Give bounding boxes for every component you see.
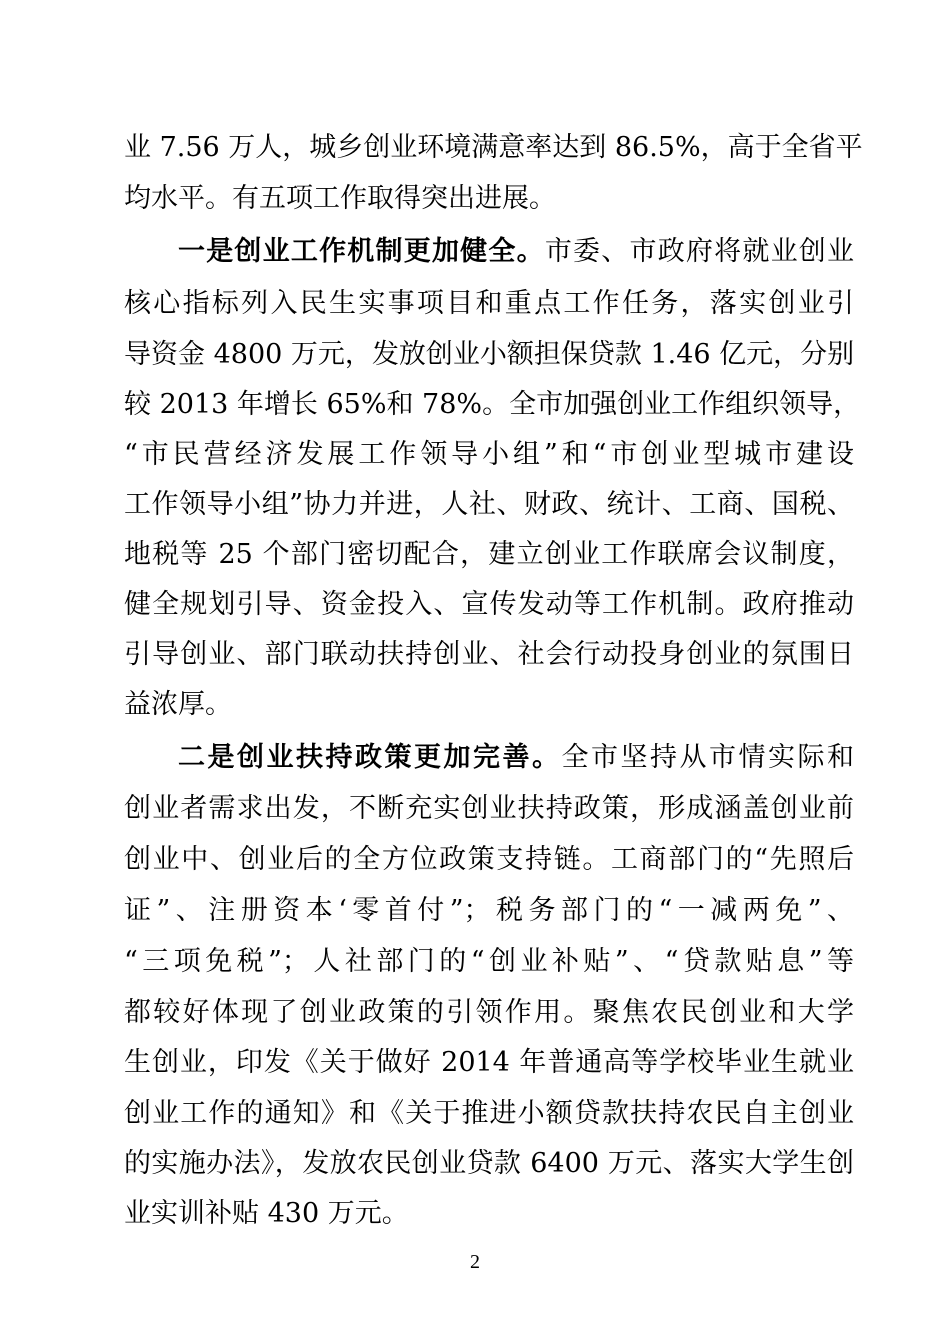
paragraph-line: 创业者需求出发，不断充实创业扶持政策，形成涵盖创业前 bbox=[124, 793, 854, 824]
paragraph-line: 工作领导小组”协力并进，人社、财政、统计、工商、国税、 bbox=[124, 489, 854, 520]
paragraph-first-line bbox=[178, 235, 854, 269]
paragraph-line: 核心指标列入民生实事项目和重点工作任务，落实创业引 bbox=[124, 288, 854, 319]
paragraph-line: 创业中、创业后的全方位政策支持链。工商部门的“先照后 bbox=[124, 844, 854, 875]
paragraph-heading: 一是创业工作机制更加健全。 bbox=[178, 236, 545, 267]
page-number: 2 bbox=[470, 1251, 480, 1273]
paragraph-text: 全市坚持从市情实际和 bbox=[561, 742, 854, 773]
paragraph-line: “市民营经济发展工作领导小组”和“市创业型城市建设 bbox=[124, 439, 854, 470]
paragraph-line: 业实训补贴 430 万元。 bbox=[124, 1198, 409, 1229]
paragraph-line: 导资金 4800 万元，发放创业小额担保贷款 1.46 亿元，分别 bbox=[124, 339, 855, 370]
paragraph-line: 证”、注册资本‘零首付”；税务部门的“一减两免”、 bbox=[124, 895, 854, 926]
paragraph-text: 市委、市政府将就业创业 bbox=[544, 236, 855, 267]
paragraph-heading: 二是创业扶持政策更加完善。 bbox=[178, 742, 562, 773]
paragraph-line: “三项免税”；人社部门的“创业补贴”、“贷款贴息”等 bbox=[124, 946, 854, 977]
paragraph-line: 生创业，印发《关于做好 2014 年普通高等学校毕业生就业 bbox=[124, 1047, 854, 1078]
paragraph-line: 的实施办法》，发放农民创业贷款 6400 万元、落实大学生创 bbox=[124, 1148, 854, 1179]
paragraph-line: 较 2013 年增长 65%和 78%。全市加强创业工作组织领导， bbox=[124, 389, 861, 420]
paragraph-first-line bbox=[178, 741, 854, 775]
paragraph-line: 创业工作的通知》和《关于推进小额贷款扶持农民自主创业 bbox=[124, 1098, 854, 1129]
paragraph-line: 均水平。有五项工作取得突出进展。 bbox=[124, 183, 556, 214]
paragraph-line: 引导创业、部门联动扶持创业、社会行动投身创业的氛围日 bbox=[124, 639, 854, 670]
paragraph-line: 地税等 25 个部门密切配合，建立创业工作联席会议制度， bbox=[124, 539, 854, 570]
paragraph-line: 益浓厚。 bbox=[124, 689, 232, 720]
paragraph-line: 业 7.56 万人，城乡创业环境满意率达到 86.5%，高于全省平 bbox=[124, 132, 863, 163]
paragraph-line: 健全规划引导、资金投入、宣传发动等工作机制。政府推动 bbox=[124, 589, 854, 620]
paragraph-line: 都较好体现了创业政策的引领作用。聚焦农民创业和大学 bbox=[124, 997, 854, 1028]
